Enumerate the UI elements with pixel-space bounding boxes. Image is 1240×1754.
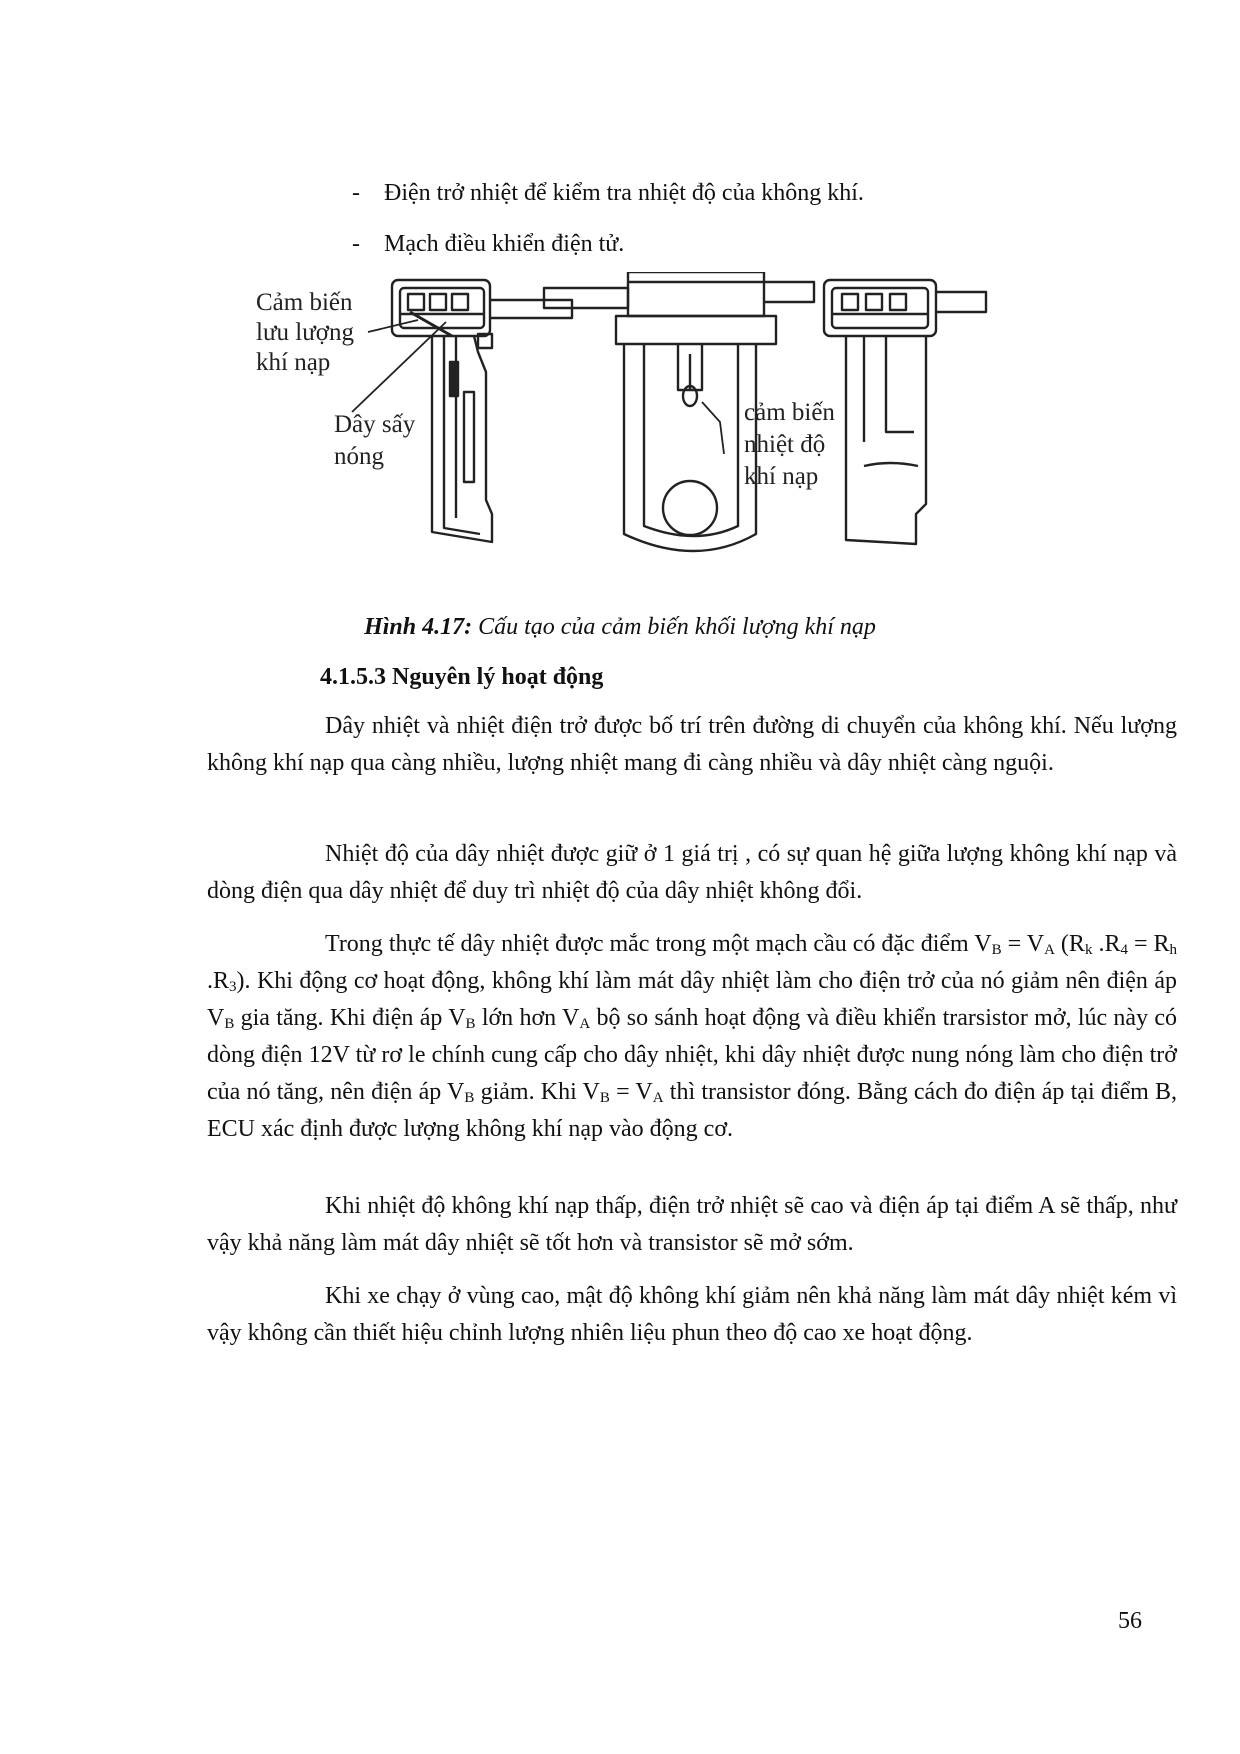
rear-view-drawing [824, 280, 986, 544]
paragraph-text: Dây nhiệt và nhiệt điện trở được bố trí trên đường di chuyển của không khí. Nếu lượng không khí nạp qua càng nhiều, lượng nhiệt mang đi càng nhiều và dây nhiệt càng nguội. [207, 713, 1177, 776]
paragraph-1 [207, 708, 1177, 782]
subscript: B [224, 1016, 235, 1032]
figure-label: lưu lượng [256, 319, 354, 346]
paragraph-text: gia tăng. Khi điện áp V [234, 1005, 466, 1031]
figure-label: cảm biến [744, 399, 835, 426]
paragraph-text: Trong thực tế dây nhiệt được mắc trong một mạch cầu có đặc điểm V [325, 931, 992, 957]
bullet-text: Mạch điều khiển điện tử. [384, 231, 625, 257]
caption-prefix: Hình 4.17: [364, 614, 473, 640]
subscript: 4 [1120, 942, 1128, 958]
subscript: A [652, 1090, 664, 1106]
paragraph-5 [207, 1278, 1177, 1352]
subscript: k [1084, 942, 1093, 958]
figure-label: Dây sấy [334, 411, 416, 438]
subscript: B [991, 942, 1002, 958]
paragraph-3 [207, 926, 1177, 1148]
paragraph-text: ). Khi động cơ hoạt động, không khí làm mát dây nhiệt làm cho điện trở của nó giảm nên điện áp V [207, 968, 1177, 1031]
paragraph-text: = R [1127, 931, 1170, 957]
paragraph-text: lớn hơn V [475, 1005, 580, 1031]
subscript: B [465, 1016, 476, 1032]
subscript: 3 [229, 979, 237, 995]
caption-text: Cấu tạo của cảm biến khối lượng khí nạp [472, 614, 876, 640]
figure-label: Cảm biến [256, 289, 353, 316]
paragraph-text: = V [609, 1079, 653, 1105]
figure-label: khí nạp [744, 463, 819, 490]
paragraph-4 [207, 1188, 1177, 1262]
paragraph-text: .R [1092, 931, 1121, 957]
paragraph-text: (R [1054, 931, 1085, 957]
subscript: B [464, 1090, 475, 1106]
section-heading: 4.1.5.3 Nguyên lý hoạt động [320, 664, 604, 690]
subscript: A [1044, 942, 1055, 958]
paragraph-text: Nhiệt độ của dây nhiệt được giữ ở 1 giá trị , có sự quan hệ giữa lượng không khí nạp và dòng điện qua dây nhiệt để duy trì nhiệt độ của dây nhiệt không đổi. [207, 841, 1177, 904]
paragraph-text: Khi nhiệt độ không khí nạp thấp, điện trở nhiệt sẽ cao và điện áp tại điểm A sẽ thấp, như vậy khả năng làm mát dây nhiệt sẽ tốt hơn và transistor sẽ mở sớm. [207, 1193, 1177, 1256]
figure-label: khí nạp [256, 349, 331, 376]
subscript: B [599, 1090, 610, 1106]
figure-label: nhiệt độ [744, 431, 826, 458]
paragraph-text: giảm. Khi V [474, 1079, 600, 1105]
paragraph-text: Khi xe chạy ở vùng cao, mật độ không khí giảm nên khả năng làm mát dây nhiệt kém vì vậy không cần thiết hiệu chỉnh lượng nhiên liệu phun theo độ cao xe hoạt động. [207, 1283, 1177, 1346]
paragraph-text: thì transistor đóng. Bằng cách đo điện áp tại điểm B, ECU xác định được lượng không khí nạp vào động cơ. [207, 1079, 1178, 1142]
paragraph-text: .R [207, 968, 230, 994]
subscript: A [579, 1016, 591, 1032]
page-number: 56 [1118, 1608, 1142, 1634]
figure-label: nóng [334, 443, 384, 470]
bullet-text: Điện trở nhiệt để kiểm tra nhiệt độ của không khí. [384, 180, 864, 206]
paragraph-2 [207, 836, 1177, 910]
subscript: h [1169, 942, 1178, 958]
paragraph-text: bộ so sánh hoạt động và điều khiển trarsistor mở, lúc này có dòng điện 12V từ rơ le chính cung cấp cho dây nhiệt, khi dây nhiệt được nung nóng làm cho điện trở của nó tăng, nên điện áp V [207, 1005, 1177, 1105]
bullet-dash: - [352, 231, 360, 257]
side-view-drawing [392, 280, 572, 542]
bullet-item-thermistor [352, 178, 864, 208]
figure-caption [0, 612, 1240, 642]
maf-sensor-figure [250, 272, 1110, 568]
bullet-item-circuit [352, 229, 624, 259]
paragraph-text: = V [1001, 931, 1045, 957]
bullet-dash: - [352, 180, 360, 206]
